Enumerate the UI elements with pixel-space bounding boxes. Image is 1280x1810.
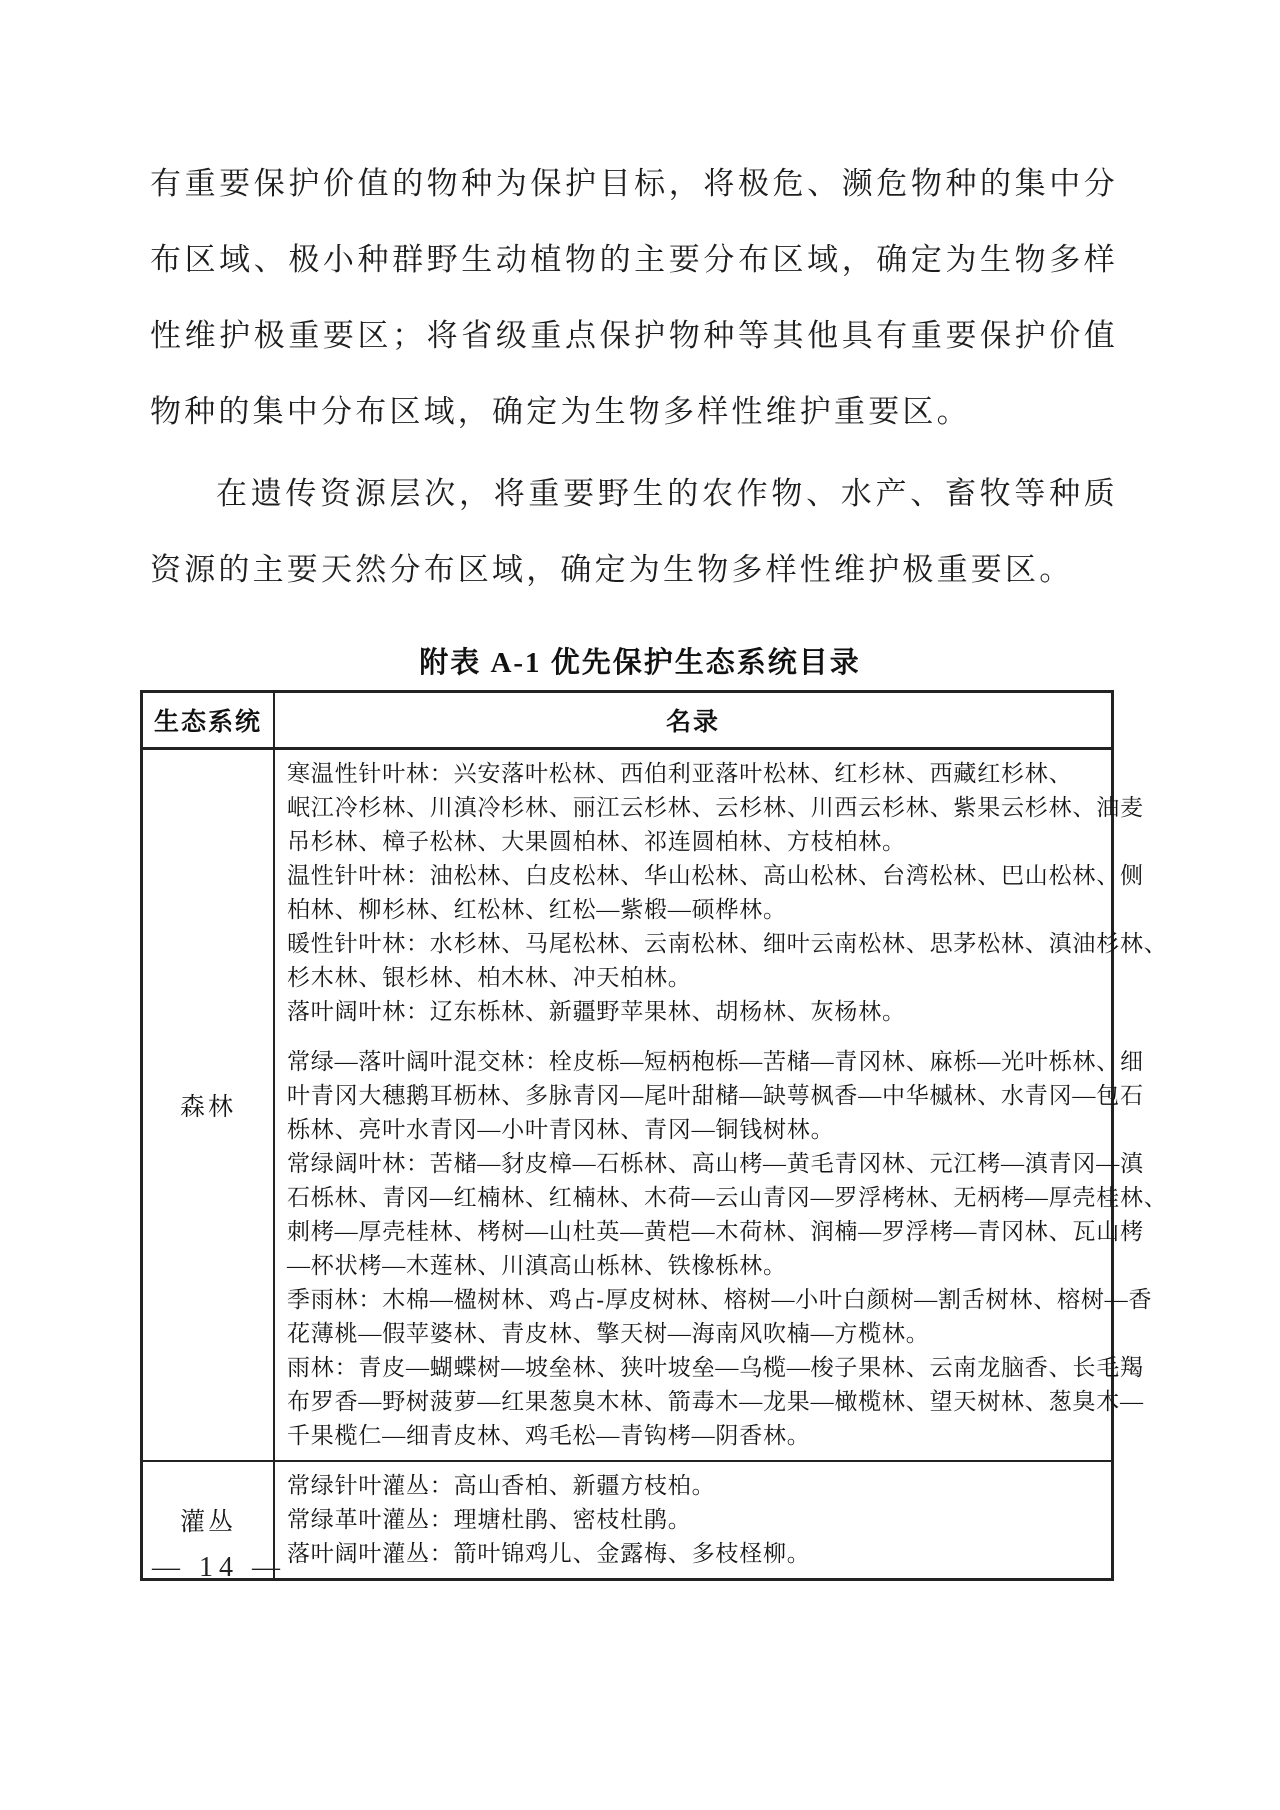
catalog-line: 常绿—落叶阔叶混交林：栓皮栎—短柄枹栎—苦槠—青冈林、麻栎—光叶栎林、细 [287, 1049, 1144, 1074]
table-title: 附表 A-1 优先保护生态系统目录 [419, 647, 861, 679]
catalog-line: 布罗香—野树菠萝—红果葱臭木林、箭毒木—龙果—橄榄林、望天树林、葱臭木— [287, 1389, 1144, 1414]
catalog-line: 暖性针叶林：水杉林、马尾松林、云南松林、细叶云南松林、思茅松林、滇油杉林、 [287, 931, 1168, 956]
catalog-line: 叶青冈大穗鹅耳枥林、多脉青冈—尾叶甜槠—缺萼枫香—中华槭林、水青冈—包石 [287, 1083, 1144, 1108]
ecosystem-cell: 森林 [142, 749, 275, 1462]
catalog-cell [274, 1461, 1113, 1580]
catalog-line: 常绿针叶灌丛：高山香柏、新疆方枝柏。 [287, 1473, 716, 1498]
catalog-line: 落叶阔叶灌丛：箭叶锦鸡儿、金露梅、多枝柽柳。 [287, 1541, 811, 1566]
catalog-line: 栎林、亮叶水青冈—小叶青冈林、青冈—铜钱树林。 [287, 1117, 835, 1142]
catalog-line: —杯状栲—木莲林、川滇高山栎林、铁橡栎林。 [287, 1253, 787, 1278]
catalog-line: 吊杉林、樟子松林、大果圆柏林、祁连圆柏林、方枝柏林。 [287, 829, 906, 854]
header-catalog: 名录 [274, 692, 1113, 749]
catalog-line: 刺栲—厚壳桂林、栲树—山杜英—黄桤—木荷林、润楠—罗浮栲—青冈林、瓦山栲 [287, 1219, 1144, 1244]
catalog-line: 千果榄仁—细青皮林、鸡毛松—青钩栲—阴香林。 [287, 1423, 811, 1448]
ecosystem-table [140, 690, 1168, 1581]
catalog-line: 杉木林、银杉林、柏木林、冲天柏林。 [287, 965, 692, 990]
catalog-line: 温性针叶林：油松林、白皮松林、华山松林、高山松林、台湾松林、巴山松林、侧 [287, 863, 1144, 888]
catalog-line: 柏林、柳杉林、红松林、红松—紫椴—硕桦林。 [287, 897, 787, 922]
catalog-line: 常绿阔叶林：苦槠—豺皮樟—石栎林、高山栲—黄毛青冈林、元江栲—滇青冈—滇 [287, 1151, 1144, 1176]
paragraph [150, 146, 1118, 450]
catalog-line: 季雨林：木棉—楹树林、鸡占-厚皮树林、榕树—小叶白颜树—割舌树林、榕树—香 [287, 1287, 1153, 1312]
paragraph-line: 性维护极重要区；将省级重点保护物种等其他具有重要保护价值 [150, 318, 1118, 353]
table-header-row [142, 692, 1113, 749]
table-row [142, 749, 1113, 1462]
catalog-line: 寒温性针叶林：兴安落叶松林、西伯利亚落叶松林、红杉林、西藏红杉林、 [287, 761, 1073, 786]
catalog-line: 落叶阔叶林：辽东栎林、新疆野苹果林、胡杨林、灰杨林。 [287, 999, 906, 1024]
catalog-line: 花薄桃—假苹婆林、青皮林、擎天树—海南风吹楠—方榄林。 [287, 1321, 930, 1346]
header-ecosystem: 生态系统 [142, 692, 275, 749]
catalog-line: 常绿革叶灌丛：理塘杜鹃、密枝杜鹃。 [287, 1507, 692, 1532]
body-text [150, 146, 1118, 608]
catalog-cell [274, 749, 1168, 1462]
paragraph-line: 资源的主要天然分布区域，确定为生物多样性维护极重要区。 [150, 552, 1074, 587]
table-row [142, 1461, 1113, 1580]
catalog-line: 石栎林、青冈—红楠林、红楠林、木荷—云山青冈—罗浮栲林、无柄栲—厚壳桂林、 [287, 1185, 1168, 1210]
ecosystem-cell: 灌丛 [142, 1461, 275, 1580]
catalog-line: 雨林：青皮—蝴蝶树—坡垒林、狭叶坡垒—乌榄—梭子果林、云南龙脑香、长毛羯 [287, 1355, 1144, 1380]
paragraph-line: 物种的集中分布区域，确定为生物多样性维护重要区。 [150, 394, 971, 429]
paragraph-line: 有重要保护价值的物种为保护目标，将极危、濒危物种的集中分 [150, 166, 1118, 201]
catalog-line: 岷江冷杉林、川滇冷杉林、丽江云杉林、云杉林、川西云杉林、紫果云杉林、油麦 [287, 795, 1144, 820]
paragraph [150, 456, 1118, 608]
page-number: — 14 — [152, 1552, 286, 1583]
paragraph-line: 布区域、极小种群野生动植物的主要分布区域，确定为生物多样 [150, 242, 1118, 277]
paragraph-line: 在遗传资源层次，将重要野生的农作物、水产、畜牧等种质 [216, 476, 1118, 511]
